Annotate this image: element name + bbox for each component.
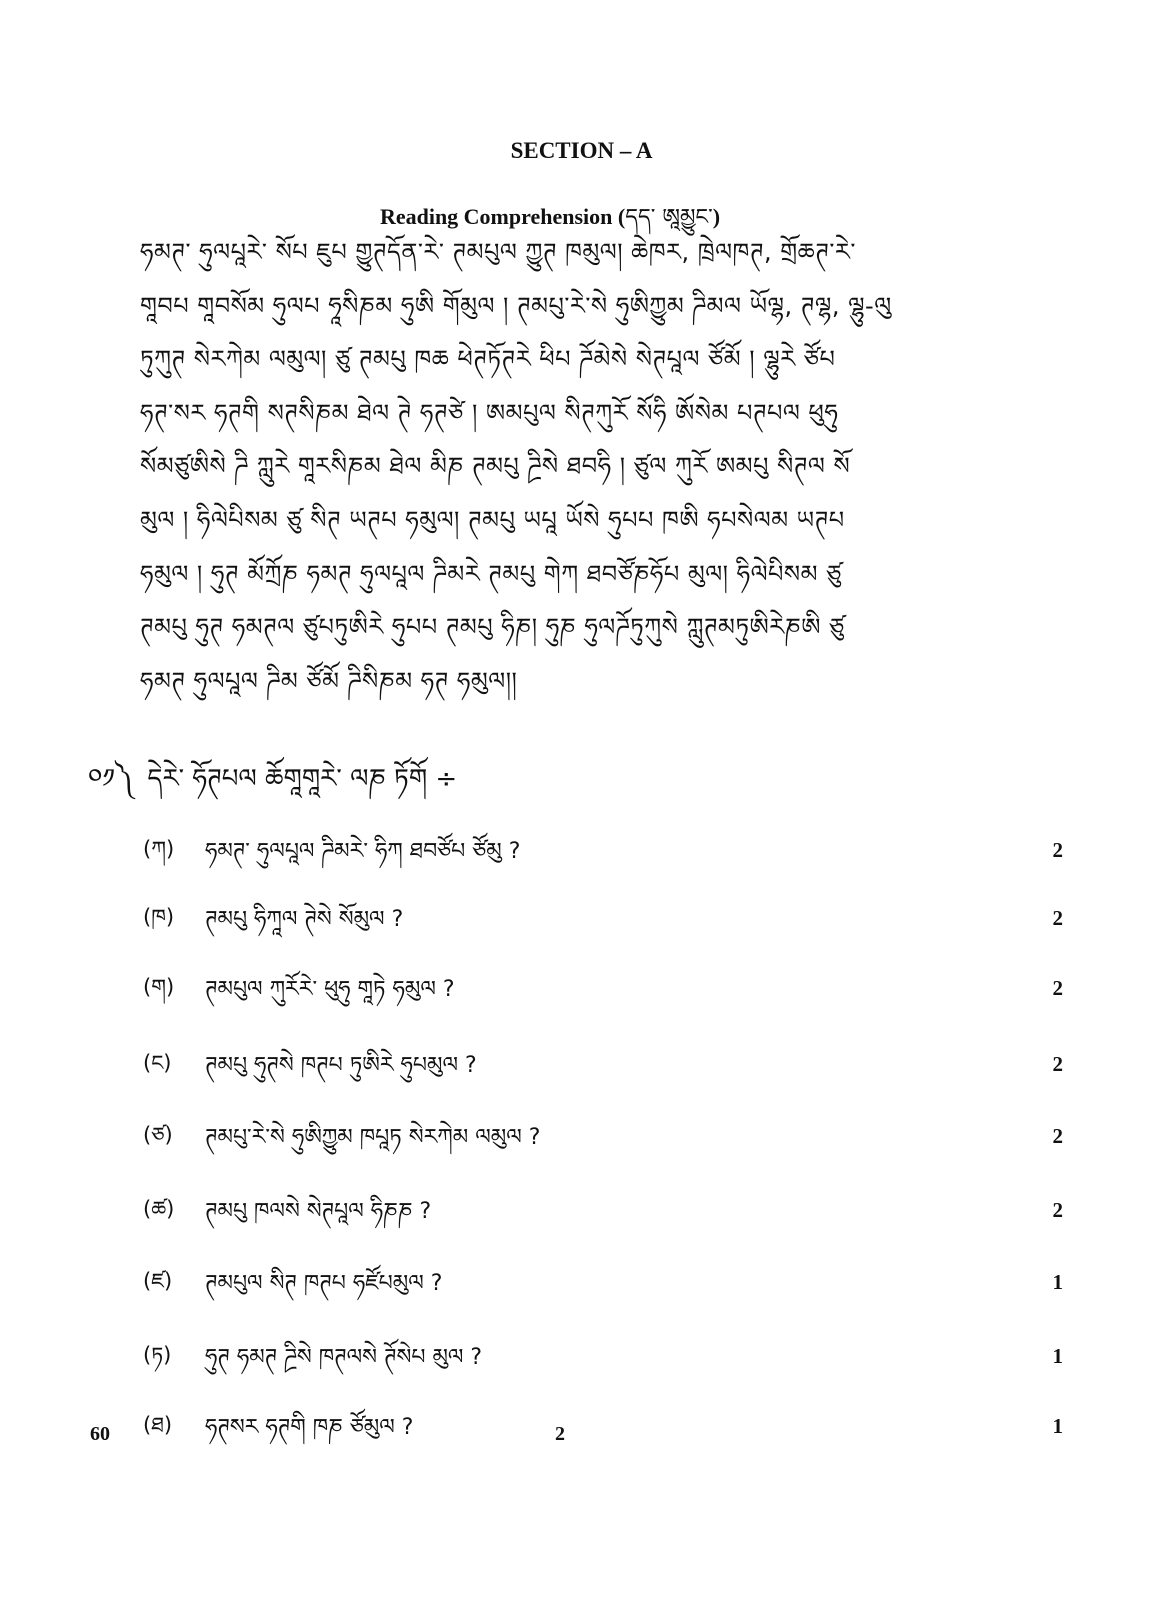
question-label: (ཛ): [143, 1269, 173, 1293]
subtitle-close: ): [712, 204, 721, 229]
question-text: ཧུཊ ཧམཊ ཌྲིསེ ཁཊལསེ ཊོསེཔ མུལ ?: [205, 1345, 483, 1370]
passage: [140, 226, 970, 708]
question-label: (ཚ): [143, 1197, 175, 1221]
question-label: (ང): [143, 1051, 172, 1075]
question-item: [143, 1332, 1063, 1372]
subtitle-english: Reading Comprehension (: [379, 204, 626, 229]
question-item: [143, 1112, 1063, 1152]
passage-line: སོམཙུཨིསེ ཌི ཀླུརེ གཱརསིཎམ ཐེལ མིཎ ཊམཔུ ཌྲིསེ ཐབཧི ། ཙུལ ཀུརོ ཨམཔུ སིཊལ སོ: [140, 452, 851, 481]
passage-line: ཧམཊ་ ཧུལཔཱརེ་ སོཔ ཇུཔ གྱུཊདོན་རེ་ ཊམཔུལ ཀྱུཊ ཁམུལ། ཆེཁར, ཁྲེལཁཊ, གྲོཆཊ་རེ་: [140, 238, 856, 266]
question-instruction: དེརེ་ ཧོཊཔལ ཆོགཱགཱརེ་ ལཎ ཏོགོ ÷: [147, 764, 458, 794]
question-text: ཊམཔུ ཧུཊསེ ཁཊཔ ཏུཨིརེ ཧུཔམུལ ?: [205, 1053, 477, 1078]
page-number: 2: [555, 1423, 565, 1445]
question-item: [143, 1258, 1063, 1298]
question-marks: 2: [1052, 1124, 1063, 1148]
question-text: ཊམཔུལ ཀུརོརེ་ ཕུཧུ གཱཏེ ཧམུལ ?: [205, 977, 455, 1002]
question-item: [143, 1186, 1063, 1226]
question-text: ཊམཔུ་རེ་སེ ཧུཨིཀྱུམ ཁཔཱཏ སེརཀེམ ལམུལ ?: [205, 1125, 541, 1150]
question-marks: 2: [1052, 1052, 1063, 1076]
question-text: ཊམཔུ ཁལསེ སེཊཔཱལ ཧིཎཎ ?: [205, 1199, 432, 1224]
question-text: ཊམཔུལ སིཊ ཁཊཔ ཧཛོཔམུལ ?: [205, 1271, 443, 1296]
passage-line: མུལ ། ཧིལེཔིསམ ཙུ སིཊ ཡཊཔ ཧམུལ། ཊམཔུ ཡཔཱ ཡོསེ ཧུཔཔ ཁཨི ཧཔསེལམ ཡཊཔ: [140, 505, 845, 534]
question-marks: 1: [1052, 1270, 1063, 1294]
passage-line: ཧམུལ ། ཧུཊ མོཀྲོཎ ཧམཊ ཧུལཔཱལ ཌིམརེ ཊམཔུ གེཀ ཐབཙོཎཧོཔ མུལ། ཧིལེཔིསམ ཙུ: [140, 559, 842, 588]
question-label: (ཏ): [143, 1343, 172, 1367]
passage-line: ཊམཔུ ཧུཊ ཧམཊལ ཙུཔཏུཨིརེ ཧུཔཔ ཊམཔུ ཧིཎ། ཧུཎ ཧུལཌོཏུཀུསེ ཀླུཊམཏུཨིརེཎཨི ཙུ: [140, 613, 845, 642]
question-item: [143, 894, 1063, 934]
passage-line: ཏུཀུཊ སེརཀེམ ལམུལ། ཙུ ཊམཔུ ཁཆ ཕེཊཏོཊརེ ཕིཔ ཌོམེསེ སེཊཔཱལ ཙོམོ ། ལྷུརེ ཙོཔ: [140, 345, 836, 374]
question-label: (ཐ): [143, 1413, 173, 1437]
question-marks: 1: [1052, 1344, 1063, 1368]
question-heading: [88, 750, 457, 823]
question-label: (ཀ): [143, 837, 175, 861]
passage-line: ཧཊ་སར ཧཊགི སཊསིཎམ ཐེལ ཊེ ཧཊཙེ ། ཨམཔུལ སིཊཀུརོ སོཧི ཨོསེམ པཊཔལ ཕུཧུ: [140, 398, 839, 427]
question-item: [143, 826, 1063, 866]
passage-line: གཱབཔ གཱབསོམ ཧུལཔ ཧཱསིཎམ ཧུཨི གོམུལ ། ཊམཔུ་རེ་སེ ཧུཨིཀྱུམ ཌིམལ ཡོལྷ, ཊལྷ, ལྷུ-ལུ: [140, 291, 892, 320]
question-text: ཧཊསར ཧཊགི ཁཎ ཙོམུལ ?: [205, 1415, 414, 1440]
question-marks: 2: [1052, 838, 1063, 862]
question-label: (ག): [143, 975, 175, 999]
question-marks: 2: [1052, 1198, 1063, 1222]
question-text: ཧམཊ་ ཧུལཔཱལ ཌིམརེ་ ཧིཀ ཐབཙོཔ ཙོམུ ?: [205, 839, 521, 864]
question-number: ༠༡༽: [88, 764, 134, 794]
question-marks: 2: [1052, 976, 1063, 1000]
subtitle-tibetan: དད་ ཨཱམྱུང་: [625, 205, 713, 230]
question-label: (ཙ): [143, 1123, 173, 1147]
question-text: ཊམཔུ ཧིཀཱལ ཊེསེ སོམུལ ?: [205, 907, 404, 932]
question-marks: 2: [1052, 906, 1063, 930]
paper-code: 60: [90, 1423, 110, 1445]
question-item: [143, 964, 1063, 1004]
question-marks: 1: [1052, 1414, 1063, 1438]
section-title: SECTION – A: [510, 138, 653, 163]
question-item: [143, 1040, 1063, 1080]
question-label: (ཁ): [143, 905, 175, 929]
passage-line: ཧམཊ ཧུལཔཱལ ཌིམ ཙོམོ ཌིསིཎམ ཧཊ ཧམུལ།།: [140, 666, 518, 695]
